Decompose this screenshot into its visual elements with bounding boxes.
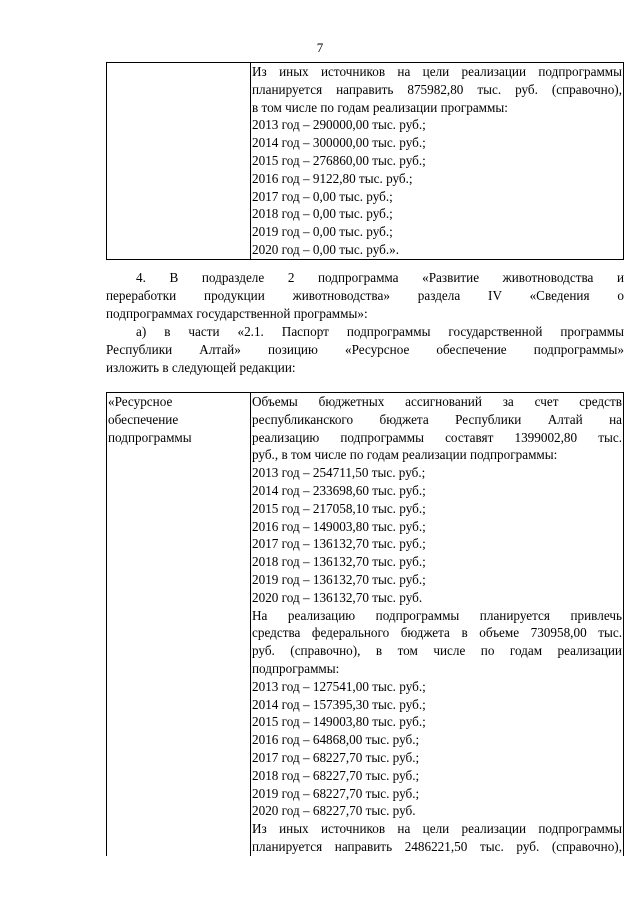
year-line: 2019 год – 0,00 тыс. руб.;	[252, 224, 393, 240]
year-line: 2015 год – 149003,80 тыс. руб.;	[252, 714, 426, 730]
text-line: в том числе по годам реализации программы:	[252, 99, 508, 115]
year-line: 2016 год – 9122,80 тыс. руб.;	[252, 170, 413, 186]
paragraph-line: Республики Алтай» позицию «Ресурсное обеспечение подпрограммы»	[106, 341, 624, 357]
page-number: 7	[316, 40, 324, 55]
table-left-cell	[107, 63, 251, 260]
position-name-cell	[107, 393, 251, 856]
year-line: 2017 год – 0,00 тыс. руб.;	[252, 188, 393, 204]
year-line: 2015 год – 217058,10 тыс. руб.;	[252, 500, 426, 516]
position-name-line: подпрограммы	[108, 429, 192, 445]
year-line: 2015 год – 276860,00 тыс. руб.;	[252, 152, 426, 168]
text-line: подпрограммы:	[252, 660, 340, 676]
position-name-line: «Ресурсное	[108, 394, 173, 409]
text-line: руб., в том числе по годам реализации подпрограммы:	[252, 447, 558, 463]
year-line: 2016 год – 149003,80 тыс. руб.;	[252, 518, 426, 534]
resource-table	[106, 392, 624, 856]
year-line: 2017 год – 68227,70 тыс. руб.;	[252, 749, 420, 765]
year-line: 2018 год – 68227,70 тыс. руб.;	[252, 767, 420, 783]
table-right-cell	[251, 63, 624, 260]
paragraph-a	[106, 323, 624, 376]
year-line: 2018 год – 136132,70 тыс. руб.;	[252, 554, 426, 570]
year-line: 2020 год – 0,00 тыс. руб.».	[252, 241, 400, 257]
text-line: реализацию подпрограммы составят 1399002,80 тыс.	[252, 429, 622, 445]
text-line: руб. (справочно), в том числе по годам реализации	[252, 643, 622, 659]
position-value-cell	[251, 393, 624, 856]
year-line: 2014 год – 300000,00 тыс. руб.;	[252, 135, 426, 151]
year-line: 2016 год – 64868,00 тыс. руб.;	[252, 732, 420, 748]
paragraph-line: а) в части «2.1. Паспорт подпрограммы государственной программы	[136, 324, 624, 339]
text-line: Объемы бюджетных ассигнований за счет средств	[252, 394, 622, 409]
text-line: планируется направить 875982,80 тыс. руб. (справочно),	[252, 81, 622, 97]
paragraph-line: подпрограммах государственной программы»:	[106, 305, 368, 321]
year-line: 2014 год – 233698,60 тыс. руб.;	[252, 482, 426, 498]
position-name-line: обеспечение	[108, 411, 179, 427]
year-line: 2018 год – 0,00 тыс. руб.;	[252, 206, 393, 222]
year-line: 2020 год – 68227,70 тыс. руб.	[252, 803, 416, 819]
text-line: Из иных источников на цели реализации подпрограммы	[252, 821, 622, 837]
paragraph-line: переработки продукции животноводства» раздела IV «Сведения о	[106, 287, 624, 303]
paragraph-line: изложить в следующей редакции:	[106, 359, 296, 375]
text-line: Из иных источников на цели реализации подпрограммы	[252, 64, 622, 79]
year-line: 2013 год – 127541,00 тыс. руб.;	[252, 678, 426, 694]
text-line: планируется направить 2486221,50 тыс. руб. (справочно),	[252, 838, 622, 854]
text-line: На реализацию подпрограммы планируется привлечь	[252, 607, 622, 623]
year-line: 2017 год – 136132,70 тыс. руб.;	[252, 536, 426, 552]
paragraph-line: 4. В подразделе 2 подпрограмма «Развитие животноводства и	[136, 270, 624, 285]
year-line: 2019 год – 136132,70 тыс. руб.;	[252, 571, 426, 587]
year-line: 2020 год – 136132,70 тыс. руб.	[252, 589, 423, 605]
text-line: средства федерального бюджета в объеме 730958,00 тыс.	[252, 625, 622, 641]
text-line: республиканского бюджета Республики Алтай на	[252, 411, 622, 427]
year-line: 2014 год – 157395,30 тыс. руб.;	[252, 696, 426, 712]
year-line: 2019 год – 68227,70 тыс. руб.;	[252, 785, 420, 801]
year-line: 2013 год – 254711,50 тыс. руб.;	[252, 465, 426, 481]
resource-table-continuation	[106, 62, 624, 260]
paragraph-4	[106, 269, 624, 322]
year-line: 2013 год – 290000,00 тыс. руб.;	[252, 117, 426, 133]
